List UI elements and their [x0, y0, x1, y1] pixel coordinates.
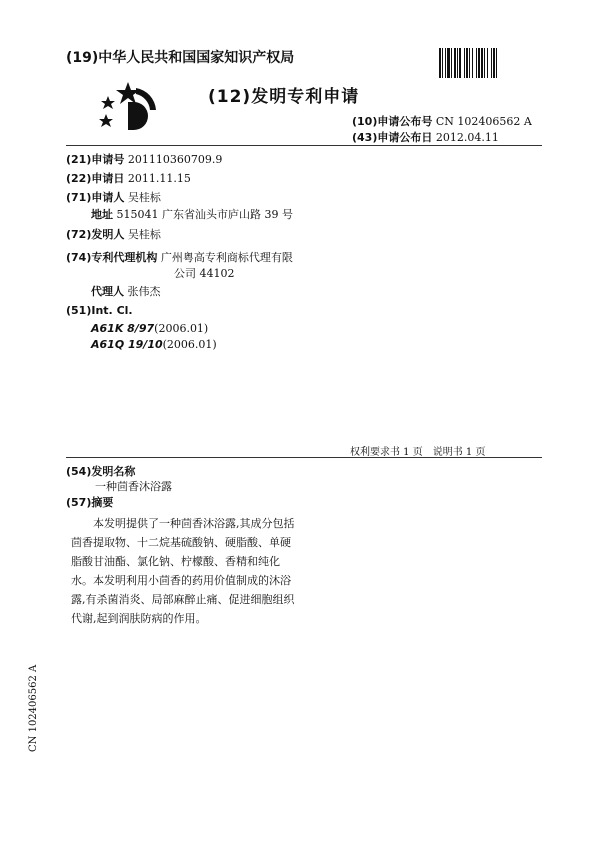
- barcode-bar: [442, 48, 443, 78]
- ipc-code: A61K 8/97: [91, 322, 155, 335]
- filing-date-line: [66, 170, 191, 186]
- invention-name-tag: (54): [66, 465, 92, 478]
- barcode-bar: [439, 48, 441, 78]
- ipc-header-line: [66, 304, 133, 317]
- abstract-label: 摘要: [91, 496, 114, 509]
- barcode-bar: [493, 48, 495, 78]
- invention-name-header: [66, 463, 135, 479]
- address-line: [91, 206, 293, 222]
- agent-label: 代理人: [91, 285, 124, 298]
- abstract-text: 本发明提供了一种茴香沐浴露,其成分包括茴香提取物、十二烷基硫酸钠、硬脂酸、单硬脂酸甘油酯、氯化钠、柠檬酸、香精和纯化水。本发明利用小茴香的药用价值制成的沐浴露,有杀菌消炎、局部麻醉止痛、促进细胞组织代谢,起到润肤防病的作用。: [71, 517, 295, 625]
- barcode-bar: [491, 48, 492, 78]
- invention-name: 一种茴香沐浴露: [95, 480, 172, 493]
- ipc-item: [91, 322, 208, 335]
- barcode-bar: [469, 48, 470, 78]
- application-number-tag: (21): [66, 153, 92, 166]
- agency-line-2: [174, 265, 235, 281]
- address-label: 地址: [91, 208, 113, 221]
- application-number-value: 201110360709.9: [127, 153, 223, 166]
- agency-line: [66, 249, 293, 265]
- office-name: (19)中华人民共和国国家知识产权局: [66, 50, 295, 66]
- address-value: 515041 广东省汕头市庐山路 39 号: [116, 208, 293, 221]
- abstract-header: [66, 494, 113, 510]
- barcode-bar: [466, 48, 468, 78]
- publication-number-tag: (10): [352, 115, 378, 128]
- applicant-line: [66, 189, 161, 205]
- agency-value-line2: 公司 44102: [174, 267, 235, 280]
- publication-date-line: [352, 129, 499, 145]
- barcode-bar: [496, 48, 497, 78]
- barcode-bar: [454, 48, 456, 78]
- publication-date-value: 2012.04.11: [435, 131, 499, 144]
- cnipa-emblem-icon: [98, 80, 158, 132]
- applicant-tag: (71): [66, 191, 92, 204]
- agent-value: 张伟杰: [127, 285, 161, 298]
- filing-date-label: 申请日: [91, 172, 125, 185]
- filing-date-value: 2011.11.15: [127, 172, 191, 185]
- barcode-bar: [476, 48, 477, 78]
- ipc-version: (2006.01): [154, 322, 209, 335]
- filing-date-tag: (22): [66, 172, 92, 185]
- barcode-bar: [464, 48, 465, 78]
- ipc-version: (2006.01): [162, 338, 217, 351]
- barcode-bar: [459, 48, 461, 78]
- page-count: 权利要求书 1 页 说明书 1 页: [350, 447, 486, 458]
- publication-number-value: CN 102406562 A: [435, 115, 532, 128]
- applicant-value: 吴桂标: [127, 191, 161, 204]
- barcode-bar: [487, 48, 488, 78]
- publication-date-tag: (43): [352, 131, 378, 144]
- inventor-line: [66, 226, 161, 242]
- barcode: [439, 48, 535, 78]
- applicant-label: 申请人: [91, 191, 125, 204]
- barcode-bar: [457, 48, 458, 78]
- publication-number-label: 申请公布号: [377, 115, 433, 128]
- agency-tag: (74): [66, 251, 92, 264]
- ipc-item: [91, 338, 217, 351]
- ipc-label: Int. Cl.: [91, 304, 133, 317]
- agency-label: 专利代理机构: [91, 251, 158, 264]
- abstract-tag: (57): [66, 496, 92, 509]
- section-divider: [66, 457, 542, 458]
- agent-line: [91, 283, 161, 299]
- barcode-bar: [481, 48, 483, 78]
- publication-date-label: 申请公布日: [377, 131, 433, 144]
- side-publication-number: CN 102406562 A: [28, 664, 39, 752]
- invention-name-label: 发明名称: [91, 465, 136, 478]
- ipc-code: A61Q 19/10: [91, 338, 163, 351]
- agency-value-line1: 广州粤高专利商标代理有限: [160, 251, 293, 264]
- inventor-label: 发明人: [91, 228, 125, 241]
- barcode-bar: [478, 48, 480, 78]
- inventor-value: 吴桂标: [127, 228, 161, 241]
- document-type-title: (12)发明专利申请: [208, 87, 360, 107]
- barcode-bar: [451, 48, 452, 78]
- application-number-label: 申请号: [91, 153, 125, 166]
- inventor-tag: (72): [66, 228, 92, 241]
- ipc-tag: (51): [66, 304, 92, 317]
- barcode-bar: [472, 48, 473, 78]
- publication-number-line: [352, 113, 532, 129]
- barcode-bar: [447, 48, 450, 78]
- header-divider: [66, 145, 542, 146]
- barcode-bar: [484, 48, 485, 78]
- barcode-bar: [445, 48, 446, 78]
- application-number-line: [66, 151, 222, 167]
